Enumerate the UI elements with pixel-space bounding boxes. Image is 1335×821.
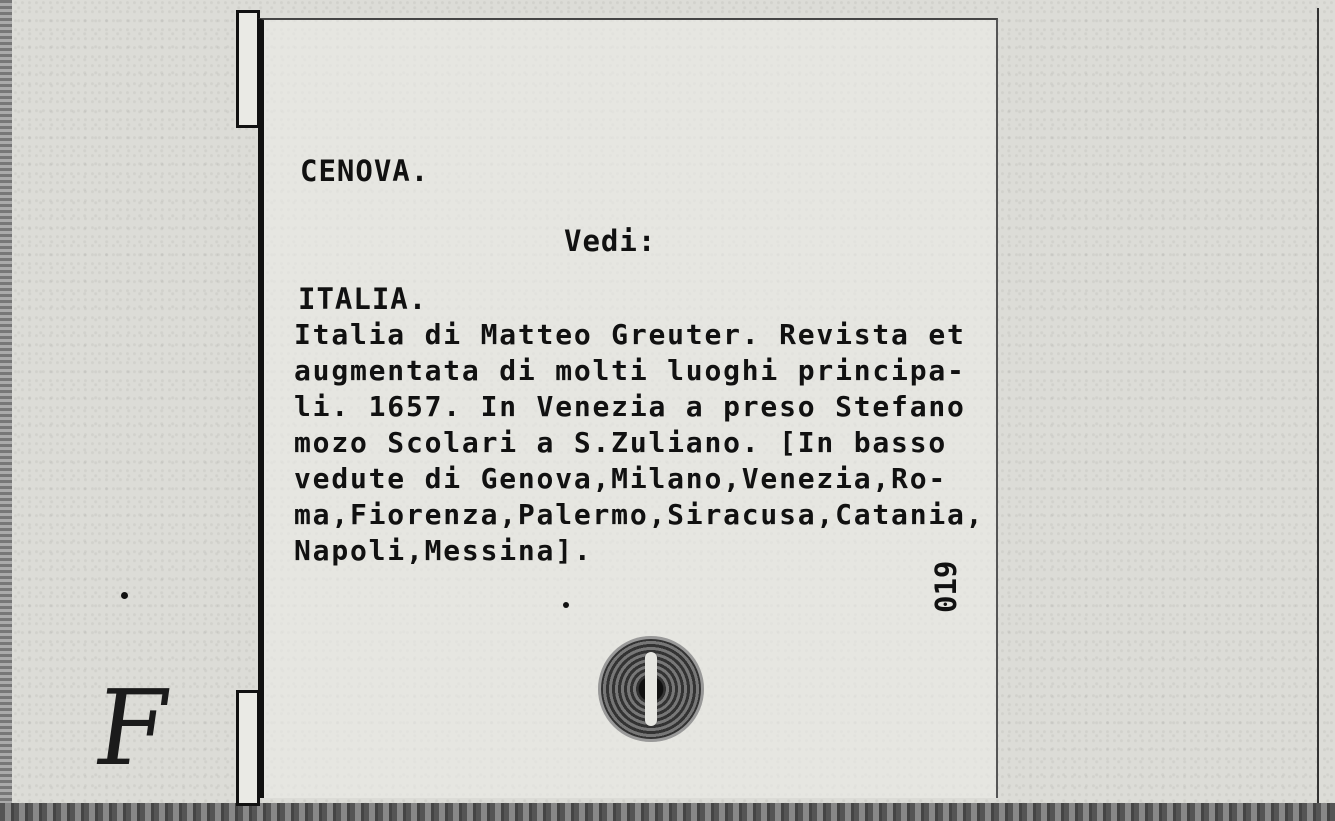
record-line: li. 1657. In Venezia a preso Stefano (294, 390, 966, 423)
margin-handwritten-letter: F (87, 667, 177, 789)
record-line: augmentata di molti luoghi principa- (294, 354, 966, 387)
record-line: vedute di Genova,Milano,Venezia,Ro- (294, 462, 948, 495)
bottom-card-tab (236, 690, 260, 806)
scan-speck (563, 602, 569, 608)
record-title: ITALIA. (298, 282, 428, 316)
scan-speck (121, 592, 128, 599)
punch-hole-icon (598, 636, 704, 742)
record-line: Napoli,Messina]. (294, 534, 593, 567)
record-line: mozo Scolari a S.Zuliano. [In basso (294, 426, 948, 459)
vertical-card-number: 019 (929, 560, 963, 614)
card-heading: CENOVA. (300, 154, 430, 188)
record-line: Italia di Matteo Greuter. Revista et (294, 318, 966, 351)
record-description (294, 317, 984, 569)
bottom-scan-strip (0, 803, 1335, 821)
cross-reference-label: Vedi: (564, 224, 657, 258)
record-line: ma,Fiorenza,Palermo,Siracusa,Catania, (294, 498, 985, 531)
top-card-tab (236, 10, 260, 128)
left-scan-margin (0, 0, 12, 821)
right-card-edge (1317, 8, 1319, 803)
